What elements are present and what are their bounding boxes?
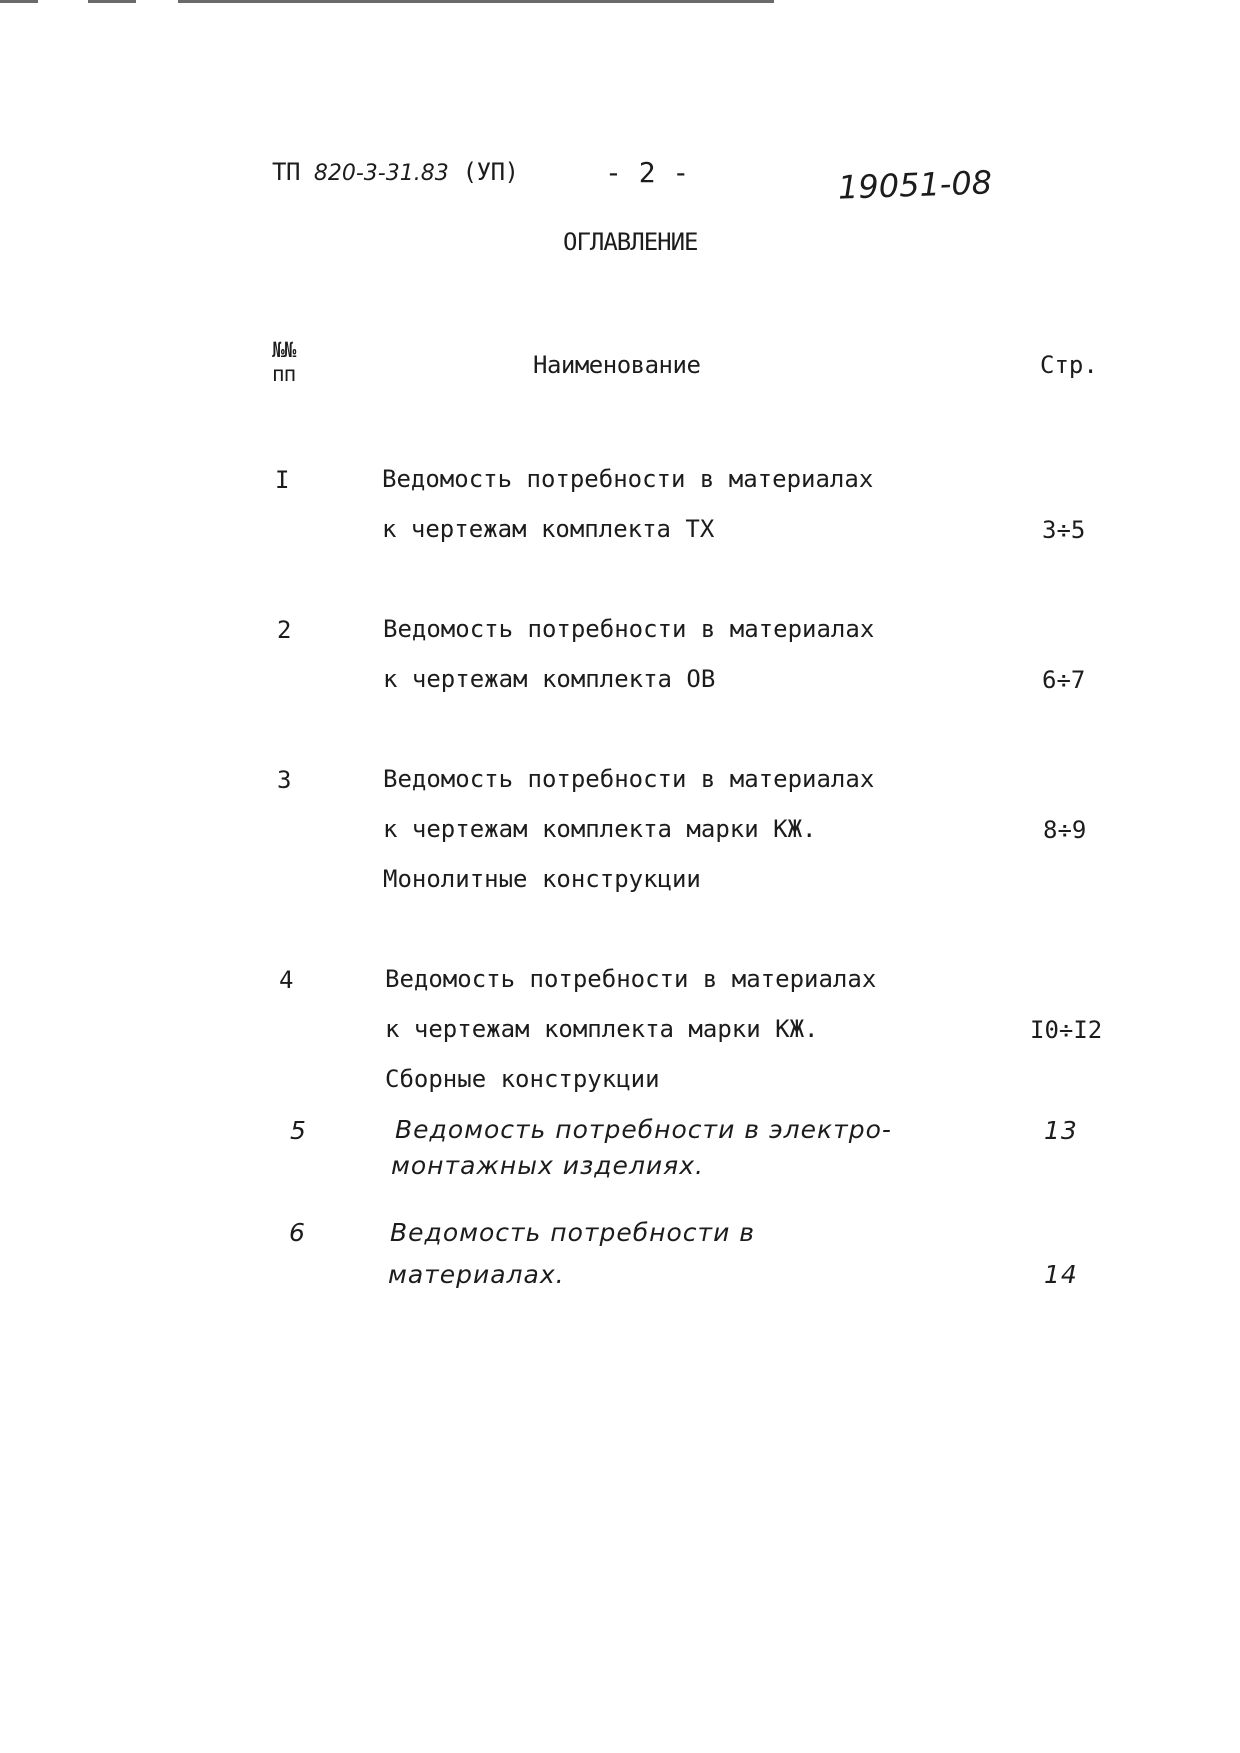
toc-entry-pages: 14 xyxy=(1044,1260,1078,1289)
document-code-number: 820-3-31.83 xyxy=(313,161,449,186)
document-code-suffix: (УП) xyxy=(462,158,519,186)
column-header-name: Наименование xyxy=(533,351,701,379)
toc-entry-title-line: к чертежам комплекта ОВ xyxy=(383,665,716,693)
toc-title: ОГЛАВЛЕНИЕ xyxy=(563,228,698,256)
toc-entry-title-line: к чертежам комплекта ТХ xyxy=(382,515,715,543)
toc-entry-number: 6 xyxy=(289,1218,306,1247)
toc-entry-pages: 3÷5 xyxy=(1042,516,1086,544)
document-code xyxy=(272,158,518,186)
toc-entry-number: 2 xyxy=(277,616,292,644)
toc-entry-number: 3 xyxy=(277,766,292,794)
column-header-number-line2: пп xyxy=(272,362,296,386)
toc-entry-title-line: материалах. xyxy=(388,1260,565,1289)
toc-entry-title-line: Ведомость потребности в материалах xyxy=(385,965,877,993)
toc-entry-pages: 8÷9 xyxy=(1043,816,1087,844)
toc-entry-title xyxy=(383,754,874,904)
toc-entry-pages: 6÷7 xyxy=(1042,666,1086,694)
toc-entry-pages: I0÷I2 xyxy=(1030,1016,1103,1044)
toc-entry-title xyxy=(391,1112,892,1184)
inventory-number: 19051-08 xyxy=(837,163,993,207)
column-header-number-line1: №№ xyxy=(272,338,296,362)
toc-entry-title-line: Ведомость потребности в материалах xyxy=(383,765,875,793)
toc-entry-number: I xyxy=(275,466,290,494)
toc-entry-title-line: монтажных изделиях. xyxy=(391,1151,704,1180)
toc-entry-title-line: Сборные конструкции xyxy=(385,1065,660,1093)
toc-entry-title-line: к чертежам комплекта марки КЖ. xyxy=(385,1015,819,1043)
toc-entry-title-line: Ведомость потребности в материалах xyxy=(383,615,875,643)
toc-entry-title xyxy=(383,604,874,704)
toc-entry-title xyxy=(382,454,873,554)
toc-entry-title xyxy=(390,1212,755,1296)
document-code-prefix: ТП xyxy=(272,158,300,186)
toc-entry-title xyxy=(385,954,876,1104)
toc-entry-number: 4 xyxy=(279,966,294,994)
column-header-number xyxy=(272,338,332,386)
column-header-page: Стр. xyxy=(1040,351,1098,379)
toc-entry-title-line: Ведомость потребности в xyxy=(390,1218,756,1247)
toc-entry-number: 5 xyxy=(290,1116,307,1145)
page-number: - 2 - xyxy=(605,156,690,189)
toc-entry-title-line: Ведомость потребности в электро- xyxy=(395,1115,892,1144)
toc-entry-title-line: к чертежам комплекта марки КЖ. xyxy=(383,815,817,843)
toc-entry-pages: 13 xyxy=(1044,1116,1078,1145)
top-edge-marks xyxy=(0,0,800,6)
toc-entry-title-line: Ведомость потребности в материалах xyxy=(382,465,874,493)
toc-entry-title-line: Монолитные конструкции xyxy=(383,865,701,893)
